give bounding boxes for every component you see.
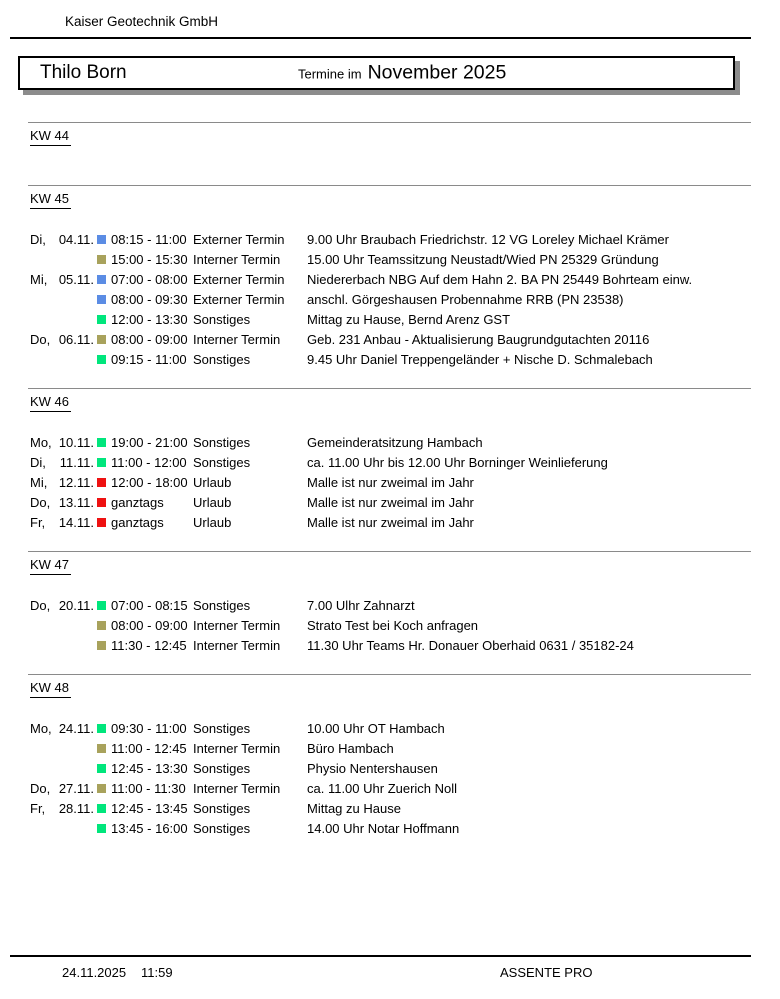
- date-label: 12.11.: [58, 474, 94, 490]
- week-section: [28, 551, 751, 674]
- appointment-description: Niedererbach NBG Auf dem Hahn 2. BA PN 25449 Bohrteam einw.: [307, 271, 693, 287]
- date-label: 10.11.: [58, 434, 94, 450]
- week-rows: [28, 718, 751, 838]
- title-box: [18, 56, 735, 90]
- category-label: Interner Termin: [193, 740, 281, 756]
- day-date-cell: [30, 332, 94, 347]
- date-label: 06.11.: [58, 331, 94, 347]
- category-color-swatch: [97, 724, 106, 733]
- category-color-swatch: [97, 235, 106, 244]
- appointment-description: Gemeinderatsitzung Hambach: [307, 434, 483, 450]
- category-color-cell: [94, 601, 111, 610]
- category-color-swatch: [97, 275, 106, 284]
- appointment-row: [28, 452, 751, 472]
- category-color-swatch: [97, 621, 106, 630]
- category-color-swatch: [97, 764, 106, 773]
- category-label: Externer Termin: [193, 271, 285, 287]
- week-label: KW 48: [30, 680, 71, 698]
- day-date-cell: [30, 272, 94, 287]
- category-label: Sonstiges: [193, 351, 251, 367]
- appointment-description: Physio Nentershausen: [307, 760, 438, 776]
- date-label: 04.11.: [58, 231, 94, 247]
- date-label: 24.11.: [58, 720, 94, 736]
- day-date-cell: [30, 455, 94, 470]
- category-color-swatch: [97, 355, 106, 364]
- weekday-label: Do,: [30, 780, 51, 796]
- weekday-label: Di,: [30, 454, 46, 470]
- print-date: 24.11.2025: [62, 965, 127, 980]
- week-label: KW 44: [30, 128, 71, 146]
- appointment-row: [28, 269, 751, 289]
- category-label: Interner Termin: [193, 251, 281, 267]
- print-time: 11:59: [141, 965, 173, 980]
- week-section: [28, 674, 751, 857]
- category-color-cell: [94, 355, 111, 364]
- appointment-row: [28, 472, 751, 492]
- appointment-row: [28, 818, 751, 838]
- appointment-row: [28, 778, 751, 798]
- day-date-cell: [30, 475, 94, 490]
- date-label: 05.11.: [58, 271, 94, 287]
- category-color-swatch: [97, 295, 106, 304]
- appointment-row: [28, 289, 751, 309]
- date-label: 28.11.: [58, 800, 94, 816]
- category-color-swatch: [97, 315, 106, 324]
- time-range: 15:00 - 15:30: [111, 251, 188, 267]
- footer-divider: [10, 955, 751, 957]
- category-color-swatch: [97, 498, 106, 507]
- time-range: 12:45 - 13:30: [111, 760, 188, 776]
- day-date-cell: [30, 801, 94, 816]
- weekday-label: Mo,: [30, 720, 52, 736]
- weekday-label: Do,: [30, 494, 51, 510]
- date-label: 20.11.: [58, 597, 94, 613]
- time-range: 07:00 - 08:15: [111, 597, 188, 613]
- appointment-row: [28, 635, 751, 655]
- appointment-row: [28, 329, 751, 349]
- appointment-row: [28, 738, 751, 758]
- day-date-cell: [30, 781, 94, 796]
- category-color-swatch: [97, 335, 106, 344]
- category-color-cell: [94, 641, 111, 650]
- category-color-cell: [94, 498, 111, 507]
- time-range: 08:00 - 09:00: [111, 331, 188, 347]
- header-divider: [10, 37, 751, 39]
- appointment-row: [28, 349, 751, 369]
- weekday-label: Mo,: [30, 434, 52, 450]
- category-label: Sonstiges: [193, 820, 251, 836]
- appointment-row: [28, 718, 751, 738]
- appointment-description: 11.30 Uhr Teams Hr. Donauer Oberhaid 0631 / 35182-24: [307, 637, 634, 653]
- date-label: 13.11.: [58, 494, 94, 510]
- appointment-row: [28, 309, 751, 329]
- category-label: Interner Termin: [193, 617, 281, 633]
- category-color-swatch: [97, 804, 106, 813]
- time-range: 12:00 - 13:30: [111, 311, 188, 327]
- time-range: 11:00 - 12:00: [111, 454, 187, 470]
- date-label: 11.11.: [59, 454, 94, 470]
- category-label: Sonstiges: [193, 760, 251, 776]
- weekday-label: Di,: [30, 231, 46, 247]
- category-label: Sonstiges: [193, 311, 251, 327]
- appointment-description: ca. 11.00 Uhr bis 12.00 Uhr Borninger Weinlieferung: [307, 454, 608, 470]
- day-date-cell: [30, 435, 94, 450]
- category-color-cell: [94, 824, 111, 833]
- weeks-container: [28, 122, 751, 857]
- category-color-cell: [94, 764, 111, 773]
- appointment-row: [28, 432, 751, 452]
- week-rows: [28, 229, 751, 369]
- date-label: 14.11.: [58, 514, 94, 530]
- time-range: 11:30 - 12:45: [111, 637, 187, 653]
- time-range: ganztags: [111, 514, 164, 530]
- day-date-cell: [30, 495, 94, 510]
- time-range: 07:00 - 08:00: [111, 271, 188, 287]
- appointment-description: anschl. Görgeshausen Probennahme RRB (PN 23538): [307, 291, 624, 307]
- category-color-swatch: [97, 518, 106, 527]
- time-range: 08:00 - 09:00: [111, 617, 188, 633]
- week-rows: [28, 595, 751, 655]
- time-range: 13:45 - 16:00: [111, 820, 188, 836]
- category-label: Interner Termin: [193, 331, 281, 347]
- category-color-cell: [94, 804, 111, 813]
- category-color-cell: [94, 438, 111, 447]
- weekday-label: Do,: [30, 597, 51, 613]
- category-label: Externer Termin: [193, 231, 285, 247]
- appointment-description: ca. 11.00 Uhr Zuerich Noll: [307, 780, 458, 796]
- category-color-cell: [94, 335, 111, 344]
- week-rows: [28, 432, 751, 532]
- company-name: Kaiser Geotechnik GmbH: [65, 14, 219, 29]
- appointment-row: [28, 798, 751, 818]
- category-label: Interner Termin: [193, 780, 281, 796]
- category-label: Urlaub: [193, 474, 232, 490]
- time-range: 08:00 - 09:30: [111, 291, 188, 307]
- appointment-description: Geb. 231 Anbau - Aktualisierung Baugrundgutachten 20116: [307, 331, 650, 347]
- weekday-label: Fr,: [30, 800, 46, 816]
- appointment-row: [28, 512, 751, 532]
- weekday-label: Do,: [30, 331, 51, 347]
- category-color-swatch: [97, 641, 106, 650]
- appointment-description: 15.00 Uhr Teamssitzung Neustadt/Wied PN 25329 Gründung: [307, 251, 659, 267]
- category-color-cell: [94, 621, 111, 630]
- time-range: 09:15 - 11:00: [111, 351, 187, 367]
- category-color-cell: [94, 255, 111, 264]
- category-label: Sonstiges: [193, 720, 251, 736]
- time-range: 08:15 - 11:00: [111, 231, 187, 247]
- appointment-description: 10.00 Uhr OT Hambach: [307, 720, 445, 736]
- category-label: Externer Termin: [193, 291, 285, 307]
- app-name: ASSENTE PRO: [500, 965, 593, 980]
- report-title: [298, 62, 506, 85]
- appointment-description: 9.00 Uhr Braubach Friedrichstr. 12 VG Loreley Michael Krämer: [307, 231, 669, 247]
- category-color-cell: [94, 478, 111, 487]
- appointment-row: [28, 758, 751, 778]
- week-label: KW 46: [30, 394, 71, 412]
- time-range: ganztags: [111, 494, 164, 510]
- week-label: KW 45: [30, 191, 71, 209]
- category-color-cell: [94, 518, 111, 527]
- appointment-description: Mittag zu Hause, Bernd Arenz GST: [307, 311, 511, 327]
- appointment-description: 14.00 Uhr Notar Hoffmann: [307, 820, 460, 836]
- appointment-row: [28, 615, 751, 635]
- category-label: Sonstiges: [193, 454, 251, 470]
- weekday-label: Mi,: [30, 271, 48, 287]
- time-range: 12:00 - 18:00: [111, 474, 188, 490]
- appointment-description: Malle ist nur zweimal im Jahr: [307, 514, 474, 530]
- appointment-description: Strato Test bei Koch anfragen: [307, 617, 479, 633]
- day-date-cell: [30, 232, 94, 247]
- appointment-description: Malle ist nur zweimal im Jahr: [307, 494, 474, 510]
- category-color-swatch: [97, 744, 106, 753]
- appointment-description: 9.45 Uhr Daniel Treppengeländer + Nische D. Schmalebach: [307, 351, 653, 367]
- category-label: Sonstiges: [193, 800, 251, 816]
- category-label: Urlaub: [193, 514, 232, 530]
- category-color-cell: [94, 275, 111, 284]
- category-color-cell: [94, 724, 111, 733]
- category-color-swatch: [97, 458, 106, 467]
- weekday-label: Mi,: [30, 474, 48, 490]
- appointment-row: [28, 249, 751, 269]
- time-range: 19:00 - 21:00: [111, 434, 188, 450]
- appointment-description: Büro Hambach: [307, 740, 394, 756]
- category-color-swatch: [97, 784, 106, 793]
- category-color-cell: [94, 744, 111, 753]
- category-color-swatch: [97, 255, 106, 264]
- week-section: [28, 185, 751, 388]
- category-label: Urlaub: [193, 494, 232, 510]
- category-color-cell: [94, 295, 111, 304]
- report-title-prefix: Termine im: [298, 66, 362, 82]
- category-label: Interner Termin: [193, 637, 281, 653]
- appointment-description: 7.00 Ulhr Zahnarzt: [307, 597, 415, 613]
- week-section: [28, 122, 751, 185]
- appointment-description: Mittag zu Hause: [307, 800, 401, 816]
- appointment-row: [28, 595, 751, 615]
- week-label: KW 47: [30, 557, 71, 575]
- category-label: Sonstiges: [193, 434, 251, 450]
- category-color-cell: [94, 235, 111, 244]
- time-range: 11:00 - 12:45: [111, 740, 187, 756]
- category-color-swatch: [97, 601, 106, 610]
- appointment-row: [28, 492, 751, 512]
- person-name: Thilo Born: [40, 62, 127, 83]
- category-color-swatch: [97, 824, 106, 833]
- day-date-cell: [30, 515, 94, 530]
- day-date-cell: [30, 721, 94, 736]
- category-color-cell: [94, 784, 111, 793]
- report-title-month: November 2025: [367, 61, 507, 84]
- category-color-swatch: [97, 478, 106, 487]
- category-label: Sonstiges: [193, 597, 251, 613]
- date-label: 27.11.: [58, 780, 94, 796]
- week-section: [28, 388, 751, 551]
- category-color-swatch: [97, 438, 106, 447]
- category-color-cell: [94, 458, 111, 467]
- time-range: 11:00 - 11:30: [111, 780, 186, 796]
- day-date-cell: [30, 598, 94, 613]
- category-color-cell: [94, 315, 111, 324]
- time-range: 09:30 - 11:00: [111, 720, 187, 736]
- appointment-description: Malle ist nur zweimal im Jahr: [307, 474, 474, 490]
- time-range: 12:45 - 13:45: [111, 800, 188, 816]
- appointment-row: [28, 229, 751, 249]
- weekday-label: Fr,: [30, 514, 46, 530]
